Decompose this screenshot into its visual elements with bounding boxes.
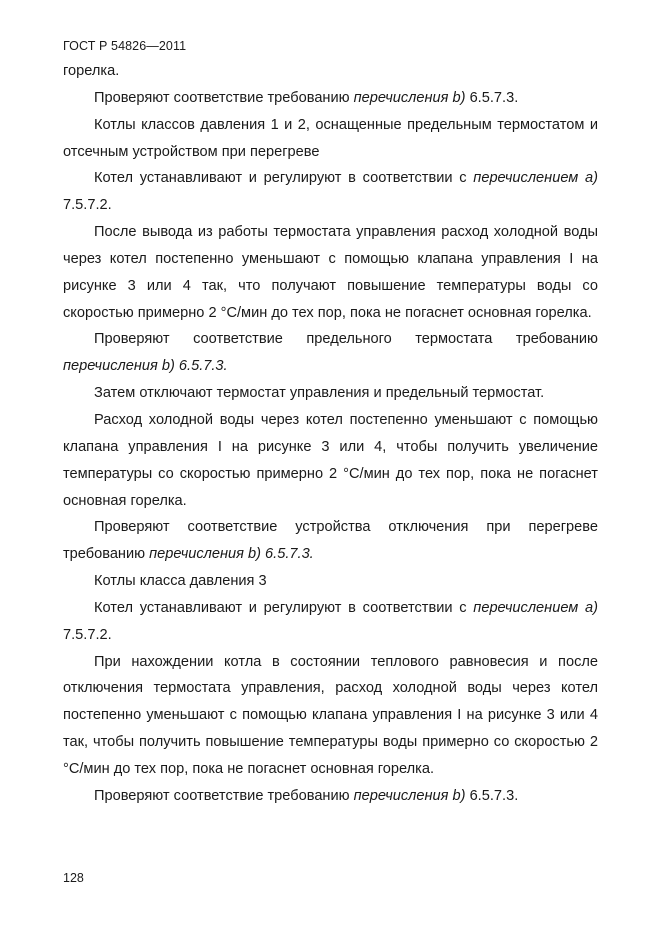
- text-run: Котлы класса давления 3: [94, 573, 267, 590]
- text-run-italic: перечислением а): [473, 170, 598, 187]
- text-run: Проверяют соответствие устройства отключения при перегреве требованию: [63, 519, 598, 563]
- text-run: Котел устанавливают и регулируют в соответствии с: [94, 170, 474, 187]
- paragraph: [63, 58, 598, 85]
- text-run-italic: перечисления b) 6.5.7.3.: [149, 546, 314, 563]
- text-run-italic: перечислением а): [473, 599, 598, 616]
- text-run: При нахождении котла в состоянии теплового равновесия и после отключения термостата управления, расход холодной воды через котел постепенно уменьшают с помощью клапана управления I на рисунке 3 или 4 так, чтобы получить повышение температуры воды примерно со скоростью 2 °С/мин до тех пор, пока не погаснет основная горелка.: [63, 653, 598, 777]
- text-run: Расход холодной воды через котел постепенно уменьшают с помощью клапана управления I на рисунке 3 или 4, чтобы получить увеличение температуры со скоростью примерно 2 °С/мин до тех пор, пока не погаснет основная горелка.: [63, 411, 598, 509]
- paragraph: [63, 380, 598, 407]
- text-run: После вывода из работы термостата управления расход холодной воды через котел постепенно уменьшают с помощью клапана управления I на рисунке 3 или 4 так, что получают повышение температуры воды со скоростью примерно 2 °С/мин до тех пор, пока не погаснет основная горелка.: [63, 224, 598, 321]
- text-run: Затем отключают термостат управления и предельный термостат.: [94, 385, 545, 402]
- text-run-italic: перечисления b): [353, 89, 466, 106]
- paragraph: [63, 595, 598, 649]
- text-run: 7.5.7.2.: [63, 626, 112, 643]
- text-run: 6.5.7.3.: [465, 787, 519, 804]
- page-number: 128: [63, 871, 84, 885]
- paragraph: [63, 112, 598, 166]
- text-run-italic: перечисления b): [353, 787, 466, 804]
- text-run: Котел устанавливают и регулируют в соответствии с: [94, 599, 474, 616]
- paragraph: [63, 219, 598, 326]
- text-run: горелка.: [63, 63, 120, 79]
- text-run: Котлы классов давления 1 и 2, оснащенные предельным термостатом и отсечным устройством при перегреве: [63, 116, 598, 160]
- text-run: 7.5.7.2.: [63, 197, 112, 214]
- paragraph: [63, 514, 598, 568]
- text-run: Проверяют соответствие предельного термостата требованию: [94, 331, 598, 348]
- paragraph: [63, 165, 598, 219]
- text-run: Проверяют соответствие требованию: [94, 89, 354, 106]
- text-run-italic: перечисления b) 6.5.7.3.: [63, 358, 228, 375]
- paragraph: [63, 85, 598, 112]
- paragraph: [63, 568, 598, 595]
- paragraph: [63, 783, 598, 810]
- paragraph: [63, 649, 598, 783]
- paragraph: [63, 407, 598, 514]
- text-run: Проверяют соответствие требованию: [94, 787, 354, 804]
- text-run: 6.5.7.3.: [465, 89, 519, 106]
- document-body: [63, 58, 598, 810]
- document-header: ГОСТ Р 54826—2011: [63, 39, 187, 53]
- paragraph: [63, 326, 598, 380]
